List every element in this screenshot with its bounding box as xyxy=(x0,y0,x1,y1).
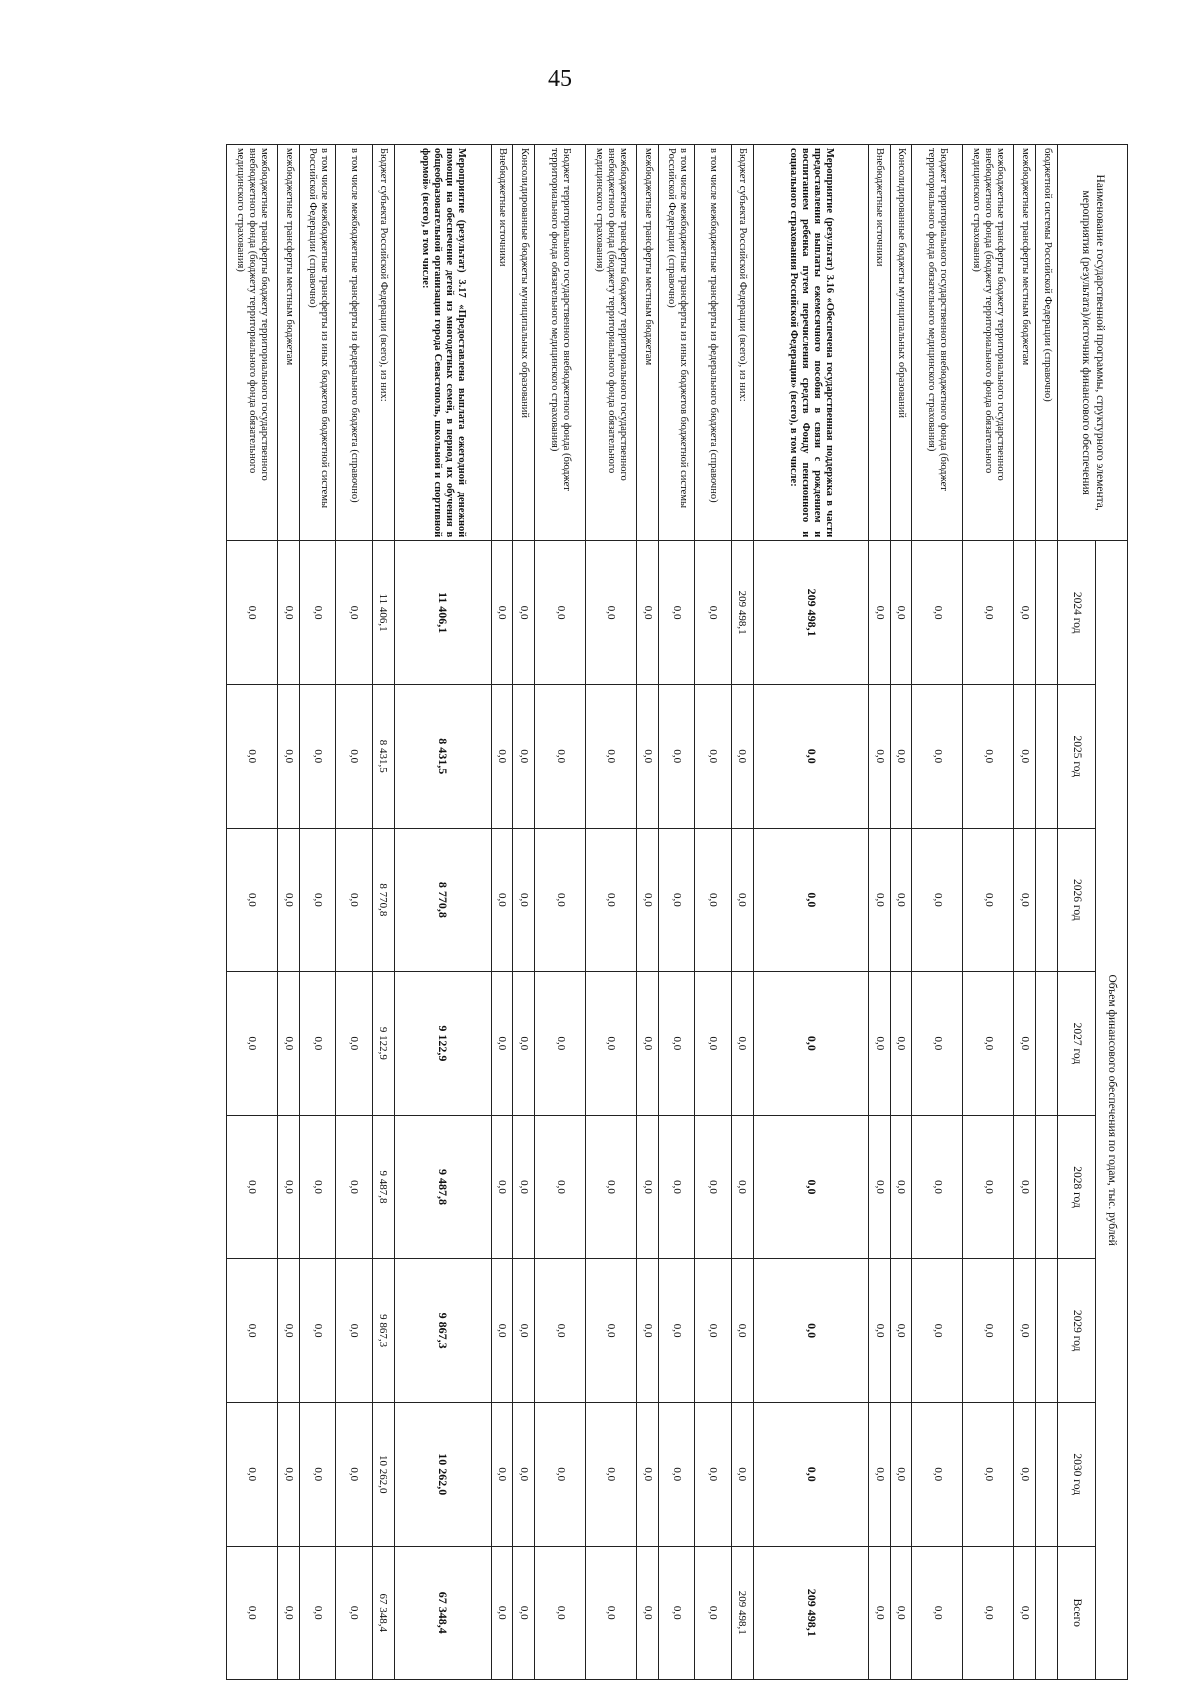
row-value: 11 406,1 xyxy=(394,541,491,685)
row-value: 0,0 xyxy=(753,972,868,1116)
row-value: 0,0 xyxy=(227,828,278,972)
table-row xyxy=(491,145,513,1680)
table-row xyxy=(1014,145,1036,1680)
row-value: 0,0 xyxy=(513,1402,535,1546)
row-value: 0,0 xyxy=(513,1259,535,1403)
row-name: межбюджетные трансферты местным бюджетам xyxy=(1014,145,1036,541)
row-name: межбюджетные трансферты бюджету территориального государственного внебюджетного фонда (бюджету территориального фонда обязательного медицинского страхования) xyxy=(963,145,1014,541)
row-value: 0,0 xyxy=(695,1115,731,1259)
row-value: 8 770,8 xyxy=(394,828,491,972)
row-value: 0,0 xyxy=(912,1546,963,1680)
row-value: 0,0 xyxy=(912,541,963,685)
row-value: 0,0 xyxy=(1014,828,1036,972)
row-value: 0,0 xyxy=(535,1402,586,1546)
row-value: 0,0 xyxy=(637,1259,659,1403)
row-value: 0,0 xyxy=(513,541,535,685)
table-row xyxy=(372,145,394,1680)
row-value: 0,0 xyxy=(1014,1115,1036,1259)
financing-group-header: Объем финансового обеспечения по годам, тыс. рублей xyxy=(1096,541,1128,1680)
row-value: 0,0 xyxy=(753,828,868,972)
year-header: 2026 год xyxy=(1058,828,1096,972)
row-value: 0,0 xyxy=(731,1115,753,1259)
table-row xyxy=(637,145,659,1680)
row-value: 0,0 xyxy=(535,1546,586,1680)
row-value: 67 348,4 xyxy=(372,1546,394,1680)
row-value: 0,0 xyxy=(513,828,535,972)
row-value xyxy=(1036,972,1058,1116)
year-header: 2027 год xyxy=(1058,972,1096,1116)
row-value: 0,0 xyxy=(731,828,753,972)
row-value: 0,0 xyxy=(299,828,335,972)
row-value: 209 498,1 xyxy=(731,1546,753,1680)
row-value: 0,0 xyxy=(637,1115,659,1259)
row-value: 0,0 xyxy=(658,1546,694,1680)
row-value: 0,0 xyxy=(278,541,300,685)
row-value: 8 770,8 xyxy=(372,828,394,972)
row-value: 0,0 xyxy=(695,1546,731,1680)
row-value: 0,0 xyxy=(868,1115,890,1259)
row-value: 0,0 xyxy=(868,684,890,828)
row-value: 0,0 xyxy=(278,972,300,1116)
row-value: 0,0 xyxy=(890,1115,912,1259)
year-header: Всего xyxy=(1058,1546,1096,1680)
row-value: 0,0 xyxy=(637,1402,659,1546)
row-value: 0,0 xyxy=(1014,972,1036,1116)
row-value: 0,0 xyxy=(658,828,694,972)
table-row xyxy=(535,145,586,1680)
row-value: 0,0 xyxy=(227,1546,278,1680)
row-value: 0,0 xyxy=(1014,1546,1036,1680)
table-row xyxy=(513,145,535,1680)
row-value: 0,0 xyxy=(963,684,1014,828)
name-column-header: Наименование государственной программы, структурного элемента, мероприятия (результата)/источник финансового обеспечения xyxy=(1058,145,1128,541)
row-value: 0,0 xyxy=(535,828,586,972)
row-value: 0,0 xyxy=(868,541,890,685)
row-name: Консолидированные бюджеты муниципальных образований xyxy=(890,145,912,541)
row-value: 0,0 xyxy=(731,972,753,1116)
row-value: 0,0 xyxy=(513,684,535,828)
row-value xyxy=(1036,1259,1058,1403)
row-value: 0,0 xyxy=(1014,1402,1036,1546)
row-value: 67 348,4 xyxy=(394,1546,491,1680)
year-header: 2024 год xyxy=(1058,541,1096,685)
row-value: 0,0 xyxy=(912,1115,963,1259)
row-value: 0,0 xyxy=(586,1546,637,1680)
row-value: 0,0 xyxy=(535,684,586,828)
row-name: межбюджетные трансферты местным бюджетам xyxy=(637,145,659,541)
row-value: 0,0 xyxy=(299,1402,335,1546)
table-row xyxy=(868,145,890,1680)
row-value xyxy=(1036,1115,1058,1259)
row-value: 0,0 xyxy=(963,972,1014,1116)
row-value: 0,0 xyxy=(299,541,335,685)
row-value: 0,0 xyxy=(890,1259,912,1403)
row-value: 0,0 xyxy=(731,684,753,828)
table-row xyxy=(731,145,753,1680)
row-value: 0,0 xyxy=(491,1115,513,1259)
row-value: 0,0 xyxy=(491,828,513,972)
row-value: 0,0 xyxy=(731,1259,753,1403)
page-number: 45 xyxy=(548,66,572,92)
row-value: 0,0 xyxy=(753,1259,868,1403)
row-value: 0,0 xyxy=(1014,541,1036,685)
row-value: 0,0 xyxy=(336,828,372,972)
table-row xyxy=(963,145,1014,1680)
row-value: 0,0 xyxy=(912,1402,963,1546)
row-value: 0,0 xyxy=(278,1259,300,1403)
row-value: 0,0 xyxy=(227,1402,278,1546)
row-value: 0,0 xyxy=(491,1402,513,1546)
row-value: 0,0 xyxy=(278,1546,300,1680)
table-row xyxy=(890,145,912,1680)
table-row xyxy=(299,145,335,1680)
row-value: 9 487,8 xyxy=(394,1115,491,1259)
row-value: 0,0 xyxy=(637,684,659,828)
row-name: Внебюджетные источники xyxy=(491,145,513,541)
row-value: 0,0 xyxy=(586,972,637,1116)
row-value: 0,0 xyxy=(868,1546,890,1680)
row-value: 9 867,3 xyxy=(372,1259,394,1403)
row-name: в том числе межбюджетные трансферты из иных бюджетов бюджетной системы Российской Федерации (справочно) xyxy=(658,145,694,541)
row-value: 0,0 xyxy=(227,684,278,828)
row-value: 209 498,1 xyxy=(731,541,753,685)
row-value: 0,0 xyxy=(753,1115,868,1259)
row-value: 9 122,9 xyxy=(372,972,394,1116)
row-value: 0,0 xyxy=(963,1115,1014,1259)
row-value: 0,0 xyxy=(278,1402,300,1546)
row-value: 0,0 xyxy=(586,541,637,685)
row-value xyxy=(1036,541,1058,685)
row-name: Бюджет субъекта Российской Федерации (всего), из них: xyxy=(372,145,394,541)
row-value: 0,0 xyxy=(336,1115,372,1259)
table-row xyxy=(278,145,300,1680)
row-name: бюджетной системы Российской Федерации (справочно) xyxy=(1036,145,1058,541)
row-value: 0,0 xyxy=(658,1402,694,1546)
year-header: 2029 год xyxy=(1058,1259,1096,1403)
row-value: 0,0 xyxy=(491,684,513,828)
row-value: 209 498,1 xyxy=(753,541,868,685)
row-value: 0,0 xyxy=(912,1259,963,1403)
row-value: 0,0 xyxy=(336,541,372,685)
row-value: 0,0 xyxy=(586,684,637,828)
row-value: 8 431,5 xyxy=(372,684,394,828)
row-value: 0,0 xyxy=(963,1546,1014,1680)
row-value: 0,0 xyxy=(513,972,535,1116)
row-value xyxy=(1036,684,1058,828)
table-row xyxy=(658,145,694,1680)
row-value: 0,0 xyxy=(637,541,659,685)
row-name: в том числе межбюджетные трансферты из федерального бюджета (справочно) xyxy=(336,145,372,541)
row-name: Внебюджетные источники xyxy=(868,145,890,541)
row-value: 0,0 xyxy=(278,684,300,828)
table-row xyxy=(753,145,868,1680)
rotated-table-container xyxy=(226,144,1128,1680)
row-value: 0,0 xyxy=(658,541,694,685)
row-value: 0,0 xyxy=(753,1402,868,1546)
row-value: 10 262,0 xyxy=(394,1402,491,1546)
row-value: 0,0 xyxy=(695,972,731,1116)
row-value: 0,0 xyxy=(731,1402,753,1546)
row-name: в том числе межбюджетные трансферты из федерального бюджета (справочно) xyxy=(695,145,731,541)
row-value: 0,0 xyxy=(227,1259,278,1403)
row-value: 0,0 xyxy=(491,1546,513,1680)
row-value: 0,0 xyxy=(890,1546,912,1680)
row-value: 0,0 xyxy=(912,828,963,972)
row-value: 0,0 xyxy=(1014,684,1036,828)
table-row xyxy=(586,145,637,1680)
row-value: 0,0 xyxy=(890,541,912,685)
row-value: 0,0 xyxy=(1014,1259,1036,1403)
row-name: Консолидированные бюджеты муниципальных образований xyxy=(513,145,535,541)
row-value: 0,0 xyxy=(695,541,731,685)
row-name: межбюджетные трансферты бюджету территориального государственного внебюджетного фонда (бюджету территориального фонда обязательного медицинского страхования) xyxy=(586,145,637,541)
row-value: 0,0 xyxy=(278,1115,300,1259)
row-value: 0,0 xyxy=(695,828,731,972)
row-value: 0,0 xyxy=(658,1259,694,1403)
row-value: 0,0 xyxy=(227,541,278,685)
row-value: 0,0 xyxy=(637,828,659,972)
row-value xyxy=(1036,1546,1058,1680)
row-value: 0,0 xyxy=(299,1259,335,1403)
row-value: 0,0 xyxy=(658,972,694,1116)
table-row xyxy=(394,145,491,1680)
financing-table xyxy=(226,144,1128,1680)
row-value: 0,0 xyxy=(637,1546,659,1680)
row-value: 0,0 xyxy=(586,1402,637,1546)
row-name: в том числе межбюджетные трансферты из иных бюджетов бюджетной системы Российской Федерации (справочно) xyxy=(299,145,335,541)
row-value: 0,0 xyxy=(491,972,513,1116)
row-value: 0,0 xyxy=(637,972,659,1116)
row-value: 0,0 xyxy=(535,972,586,1116)
row-value: 0,0 xyxy=(586,1115,637,1259)
row-value: 0,0 xyxy=(963,1402,1014,1546)
row-value: 0,0 xyxy=(336,1259,372,1403)
row-value: 0,0 xyxy=(695,684,731,828)
row-value: 0,0 xyxy=(336,972,372,1116)
row-value: 0,0 xyxy=(535,1259,586,1403)
row-name: Бюджет субъекта Российской Федерации (всего), из них: xyxy=(731,145,753,541)
row-value: 0,0 xyxy=(227,972,278,1116)
row-value: 0,0 xyxy=(227,1115,278,1259)
row-name: межбюджетные трансферты местным бюджетам xyxy=(278,145,300,541)
row-value xyxy=(1036,1402,1058,1546)
row-value: 0,0 xyxy=(513,1115,535,1259)
row-value: 0,0 xyxy=(963,1259,1014,1403)
table-row xyxy=(227,145,278,1680)
row-value: 0,0 xyxy=(658,684,694,828)
row-value: 0,0 xyxy=(491,541,513,685)
row-value: 0,0 xyxy=(695,1259,731,1403)
row-value: 0,0 xyxy=(890,684,912,828)
row-value: 9 122,9 xyxy=(394,972,491,1116)
row-value: 0,0 xyxy=(299,1546,335,1680)
row-value: 0,0 xyxy=(586,828,637,972)
row-value: 0,0 xyxy=(868,1402,890,1546)
row-value: 0,0 xyxy=(963,541,1014,685)
row-value: 209 498,1 xyxy=(753,1546,868,1680)
row-value: 0,0 xyxy=(299,1115,335,1259)
row-value: 0,0 xyxy=(513,1546,535,1680)
row-name: Мероприятие (результат) 3.17 «Предоставлена выплата ежегодной денежной помощи на обеспечение детей из многодетных семей, в период их обучения в общеобразовательной организации города Севастополь, школьной и спортивной формой» (всего), в том числе: xyxy=(394,145,491,541)
row-value: 0,0 xyxy=(890,1402,912,1546)
row-value: 0,0 xyxy=(753,684,868,828)
row-value: 0,0 xyxy=(868,1259,890,1403)
row-value: 0,0 xyxy=(278,828,300,972)
year-header: 2030 год xyxy=(1058,1402,1096,1546)
row-value: 0,0 xyxy=(658,1115,694,1259)
row-name: межбюджетные трансферты бюджету территориального государственного внебюджетного фонда (бюджету территориального фонда обязательного медицинского страхования) xyxy=(227,145,278,541)
row-value: 0,0 xyxy=(890,972,912,1116)
row-name: Бюджет территориального государственного внебюджетного фонда (бюджет территориального фонда обязательного медицинского страхования) xyxy=(912,145,963,541)
row-value: 10 262,0 xyxy=(372,1402,394,1546)
row-value: 0,0 xyxy=(890,828,912,972)
row-value: 9 487,8 xyxy=(372,1115,394,1259)
year-header: 2028 год xyxy=(1058,1115,1096,1259)
row-value: 0,0 xyxy=(868,828,890,972)
table-row xyxy=(336,145,372,1680)
row-value: 0,0 xyxy=(912,684,963,828)
year-header: 2025 год xyxy=(1058,684,1096,828)
row-value: 9 867,3 xyxy=(394,1259,491,1403)
row-value xyxy=(1036,828,1058,972)
row-value: 0,0 xyxy=(535,1115,586,1259)
row-value: 8 431,5 xyxy=(394,684,491,828)
row-name: Мероприятие (результат) 3.16 «Обеспечена государственная поддержка в части предоставления выплаты ежемесячного пособия в связи с рождением и воспитанием ребенка путем перечисления средств Фонду пенсионного и социального страхования Российской Федерации» (всего), в том числе: xyxy=(753,145,868,541)
row-value: 0,0 xyxy=(299,684,335,828)
row-value: 0,0 xyxy=(336,1546,372,1680)
row-value: 11 406,1 xyxy=(372,541,394,685)
row-value: 0,0 xyxy=(695,1402,731,1546)
table-row xyxy=(912,145,963,1680)
row-value: 0,0 xyxy=(912,972,963,1116)
row-value: 0,0 xyxy=(535,541,586,685)
row-value: 0,0 xyxy=(299,972,335,1116)
row-value: 0,0 xyxy=(586,1259,637,1403)
row-value: 0,0 xyxy=(868,972,890,1116)
table-row xyxy=(1036,145,1058,1680)
table-row xyxy=(695,145,731,1680)
row-value: 0,0 xyxy=(336,1402,372,1546)
row-value: 0,0 xyxy=(963,828,1014,972)
row-name: Бюджет территориального государственного внебюджетного фонда (бюджет территориального фонда обязательного медицинского страхования) xyxy=(535,145,586,541)
row-value: 0,0 xyxy=(336,684,372,828)
row-value: 0,0 xyxy=(491,1259,513,1403)
